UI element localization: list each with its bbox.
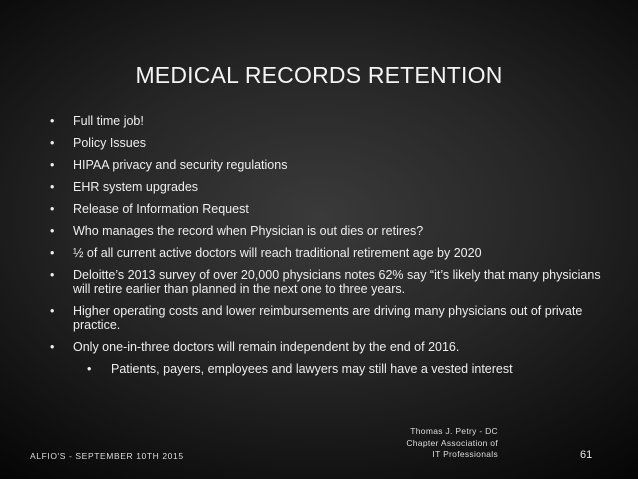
bullet-marker: • bbox=[50, 246, 55, 260]
bullet-text: Deloitte’s 2013 survey of over 20,000 physicians notes 62% say “it’s likely that many physicians will retire earlier than planned in the next one to three years. bbox=[73, 268, 601, 296]
bullet-marker: • bbox=[50, 136, 55, 150]
bullet-marker: • bbox=[50, 180, 55, 194]
bullet-text: EHR system upgrades bbox=[73, 180, 199, 194]
footer-event-label: ALFIO'S - SEPTEMBER 10TH 2015 bbox=[30, 451, 184, 461]
list-item bbox=[48, 340, 608, 354]
bullet-text: HIPAA privacy and security regulations bbox=[73, 158, 288, 172]
bullet-marker: • bbox=[50, 268, 55, 282]
footer-author-line: IT Professionals bbox=[432, 449, 498, 459]
bullet-text: Higher operating costs and lower reimbursements are driving many physicians out of private practice. bbox=[73, 304, 583, 332]
bullet-marker: • bbox=[50, 224, 55, 238]
page-number: 61 bbox=[580, 449, 593, 461]
bullet-marker: • bbox=[50, 304, 55, 318]
list-item bbox=[48, 114, 608, 128]
bullet-text: Patients, payers, employees and lawyers may still have a vested interest bbox=[111, 362, 513, 376]
list-item bbox=[48, 304, 608, 332]
bullet-text: ½ of all current active doctors will reach traditional retirement age by 2020 bbox=[73, 246, 482, 260]
bullet-text: Only one-in-three doctors will remain independent by the end of 2016. bbox=[73, 340, 460, 354]
list-item bbox=[48, 202, 608, 216]
bullet-list bbox=[48, 114, 608, 384]
slide-title: MEDICAL RECORDS RETENTION bbox=[135, 62, 503, 88]
bullet-text: Release of Information Request bbox=[73, 202, 249, 216]
footer-author-line: Thomas J. Petry - DC bbox=[410, 426, 498, 436]
bullet-text: Policy Issues bbox=[73, 136, 146, 150]
list-item bbox=[48, 268, 608, 296]
footer-author-line: Chapter Association of bbox=[406, 437, 498, 448]
list-item bbox=[48, 224, 608, 238]
bullet-marker: • bbox=[50, 340, 55, 354]
bullet-marker: • bbox=[50, 158, 55, 172]
list-item bbox=[48, 180, 608, 194]
list-item bbox=[48, 136, 608, 150]
bullet-marker: • bbox=[87, 362, 92, 376]
sub-list-item bbox=[69, 362, 608, 376]
bullet-text: Full time job! bbox=[73, 114, 144, 128]
bullet-text: Who manages the record when Physician is out dies or retires? bbox=[73, 224, 424, 238]
list-item bbox=[48, 246, 608, 260]
footer-author bbox=[380, 426, 498, 461]
bullet-marker: • bbox=[50, 114, 55, 128]
list-item bbox=[48, 158, 608, 172]
bullet-marker: • bbox=[50, 202, 55, 216]
